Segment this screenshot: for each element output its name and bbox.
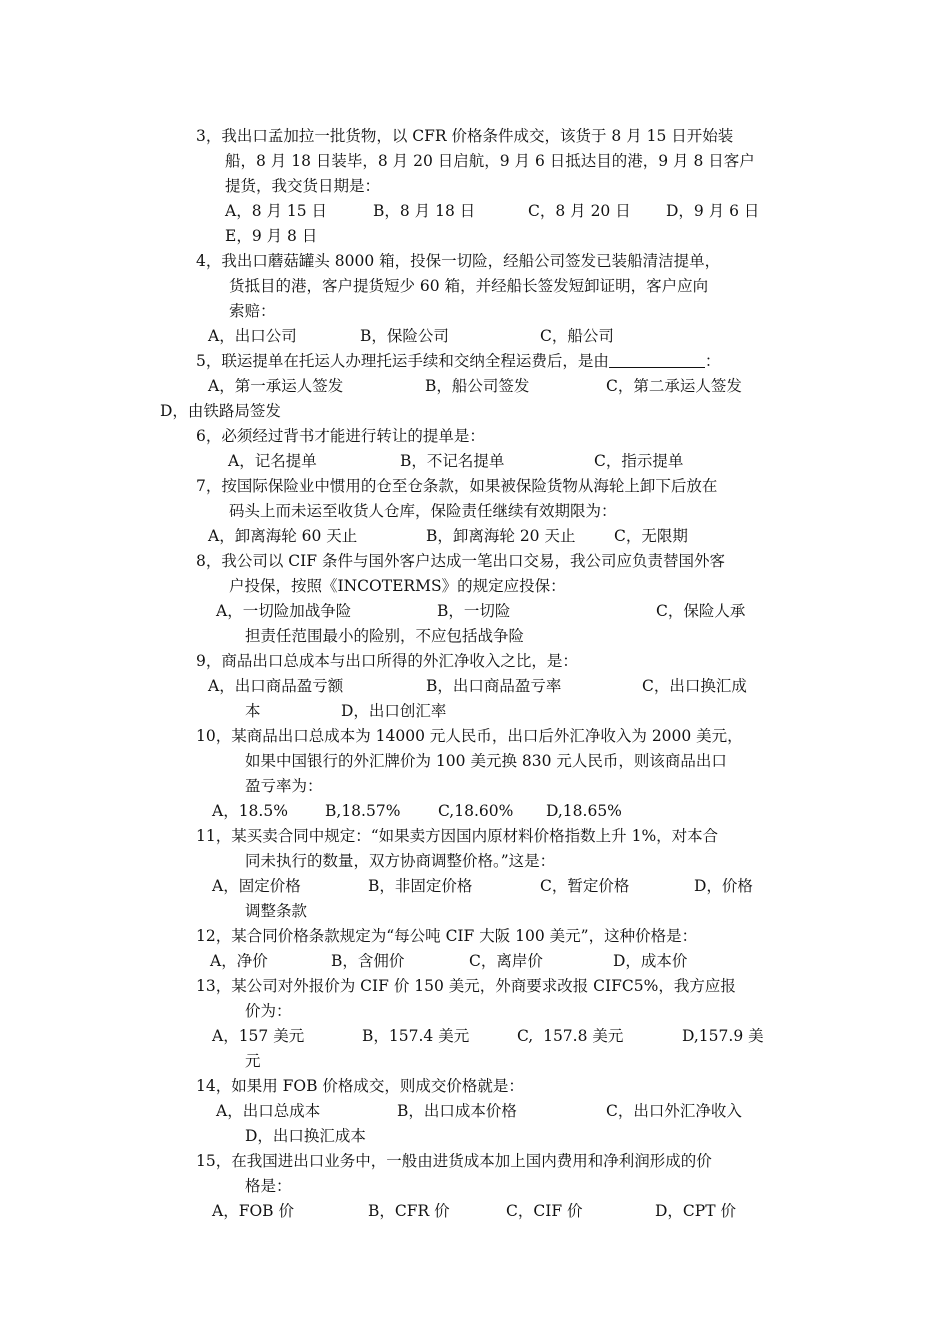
question-5-stem-end: ： [704, 352, 721, 370]
question-10-option-a: A，18.5% [212, 802, 288, 820]
question-10-option-b: B,18.57% [325, 802, 401, 820]
question-11-option-b: B，非固定价格 [368, 877, 473, 895]
question-3-line-1: 3，我出口孟加拉一批货物，以 CFR 价格条件成交，该货于 8 月 15 日开始装 [196, 127, 734, 145]
question-15-option-a: A，FOB 价 [212, 1202, 294, 1220]
question-10-line-2: 如果中国银行的外汇牌价为 100 美元换 830 元人民币，则该商品出口 [245, 752, 727, 770]
question-15-option-c: C，CIF 价 [506, 1202, 583, 1220]
question-12-option-b: B，含佣价 [331, 952, 405, 970]
question-11-option-c: C，暂定价格 [540, 877, 630, 895]
question-15-option-d: D，CPT 价 [655, 1202, 736, 1220]
question-6-option-b: B，不记名提单 [400, 452, 505, 470]
question-7-line-2: 码头上而未运至收货人仓库，保险责任继续有效期限为： [229, 502, 617, 520]
question-11-line-2: 同未执行的数量，双方协商调整价格。”这是： [245, 852, 556, 870]
question-5-stem: 5，联运提单在托运人办理托运手续和交纳全程运费后，是由 [196, 352, 609, 370]
question-10-line-1: 10，某商品出口总成本为 14000 元人民币，出口后外汇净收入为 2000 美元， [196, 727, 743, 745]
question-9-option-c-cont: 本 [245, 702, 261, 720]
question-7-option-c: C，无限期 [614, 527, 688, 545]
question-13-option-a: A，157 美元 [212, 1027, 305, 1045]
question-14-option-c: C，出口外汇净收入 [606, 1102, 742, 1120]
question-12-option-a: A，净价 [210, 952, 268, 970]
question-6-option-c: C，指示提单 [594, 452, 684, 470]
question-5-option-d: D，由铁路局签发 [160, 402, 281, 420]
question-6-option-a: A，记名提单 [228, 452, 317, 470]
question-10-option-d: D,18.65% [546, 802, 622, 820]
question-4-option-c: C，船公司 [540, 327, 614, 345]
question-14-option-d: D，出口换汇成本 [245, 1127, 366, 1145]
question-10-option-c: C,18.60% [438, 802, 514, 820]
question-9-option-b: B，出口商品盈亏率 [426, 677, 562, 695]
question-10-line-3: 盈亏率为： [245, 777, 323, 795]
question-15-line-2: 格是： [245, 1177, 292, 1195]
question-12-option-d: D，成本价 [613, 952, 688, 970]
question-8-line-1: 8，我公司以 CIF 条件与国外客户达成一笔出口交易，我公司应负责替国外客 [196, 552, 725, 570]
question-3-line-2: 船，8 月 18 日装毕，8 月 20 日启航，9 月 6 日抵达目的港，9 月 8 日客户 [225, 152, 755, 170]
question-9-option-c: C，出口换汇成 [642, 677, 747, 695]
question-14-option-a: A，出口总成本 [216, 1102, 321, 1120]
question-3-option-e: E，9 月 8 日 [225, 227, 318, 245]
question-8-line-2: 户投保，按照《INCOTERMS》的规定应投保： [229, 577, 566, 595]
question-8-option-c: C，保险人承 [656, 602, 746, 620]
question-8-option-c-cont: 担责任范围最小的险别，不应包括战争险 [245, 627, 525, 645]
question-9-line-1: 9，商品出口总成本与出口所得的外汇净收入之比，是： [196, 652, 578, 670]
question-11-option-d: D，价格 [694, 877, 753, 895]
question-13-line-2: 价为： [245, 1002, 292, 1020]
question-12-line-1: 12，某合同价格条款规定为“每公吨 CIF 大阪 100 美元”，这种价格是： [196, 927, 698, 945]
question-4-line-1: 4，我出口蘑菇罐头 8000 箱，投保一切险，经船公司签发已装船清洁提单， [196, 252, 721, 270]
question-14-option-b: B，出口成本价格 [397, 1102, 517, 1120]
question-3-option-d: D，9 月 6 日 [666, 202, 760, 220]
question-7-line-1: 7，按国际保险业中惯用的仓至仓条款，如果被保险货物从海轮上卸下后放在 [196, 477, 718, 495]
question-12-option-c: C，离岸价 [469, 952, 543, 970]
question-3-option-b: B，8 月 18 日 [373, 202, 476, 220]
question-8-option-a: A，一切险加战争险 [216, 602, 352, 620]
question-11-line-1: 11，某买卖合同中规定：“如果卖方因国内原材料价格指数上升 1%，对本合 [196, 827, 719, 845]
question-13-option-d: D,157.9 美 [682, 1027, 764, 1045]
question-5-option-c: C，第二承运人签发 [606, 377, 742, 395]
answer-blank [609, 349, 705, 368]
question-5-option-b: B，船公司签发 [425, 377, 530, 395]
question-4-line-3: 索赔： [229, 302, 276, 320]
question-5-option-a: A，第一承运人签发 [208, 377, 344, 395]
question-11-option-a: A，固定价格 [212, 877, 301, 895]
question-15-line-1: 15，在我国进出口业务中，一般由进货成本加上国内费用和净利润形成的价 [196, 1152, 712, 1170]
question-9-option-a: A，出口商品盈亏额 [208, 677, 344, 695]
question-5-line-1 [196, 349, 720, 374]
question-3-option-a: A，8 月 15 日 [225, 202, 328, 220]
question-6-line-1: 6，必须经过背书才能进行转让的提单是： [196, 427, 485, 445]
question-14-line-1: 14，如果用 FOB 价格成交，则成交价格就是： [196, 1077, 524, 1095]
question-8-option-b: B，一切险 [437, 602, 511, 620]
question-13-option-b: B，157.4 美元 [362, 1027, 470, 1045]
question-7-option-a: A，卸离海轮 60 天止 [208, 527, 358, 545]
question-9-option-d: D，出口创汇率 [341, 702, 447, 720]
question-4-option-a: A，出口公司 [208, 327, 297, 345]
question-4-line-2: 货抵目的港，客户提货短少 60 箱，并经船长签发短卸证明，客户应向 [229, 277, 709, 295]
question-3-line-3: 提货，我交货日期是： [225, 177, 381, 195]
question-13-option-c: C, 157.8 美元 [517, 1027, 624, 1045]
question-13-option-d-cont: 元 [245, 1052, 261, 1070]
question-11-option-d-cont: 调整条款 [245, 902, 308, 920]
question-3-option-c: C，8 月 20 日 [528, 202, 631, 220]
question-15-option-b: B，CFR 价 [368, 1202, 450, 1220]
question-4-option-b: B，保险公司 [360, 327, 449, 345]
question-13-line-1: 13，某公司对外报价为 CIF 价 150 美元，外商要求改报 CIFC5%，我方应报 [196, 977, 736, 995]
question-7-option-b: B，卸离海轮 20 天止 [426, 527, 576, 545]
